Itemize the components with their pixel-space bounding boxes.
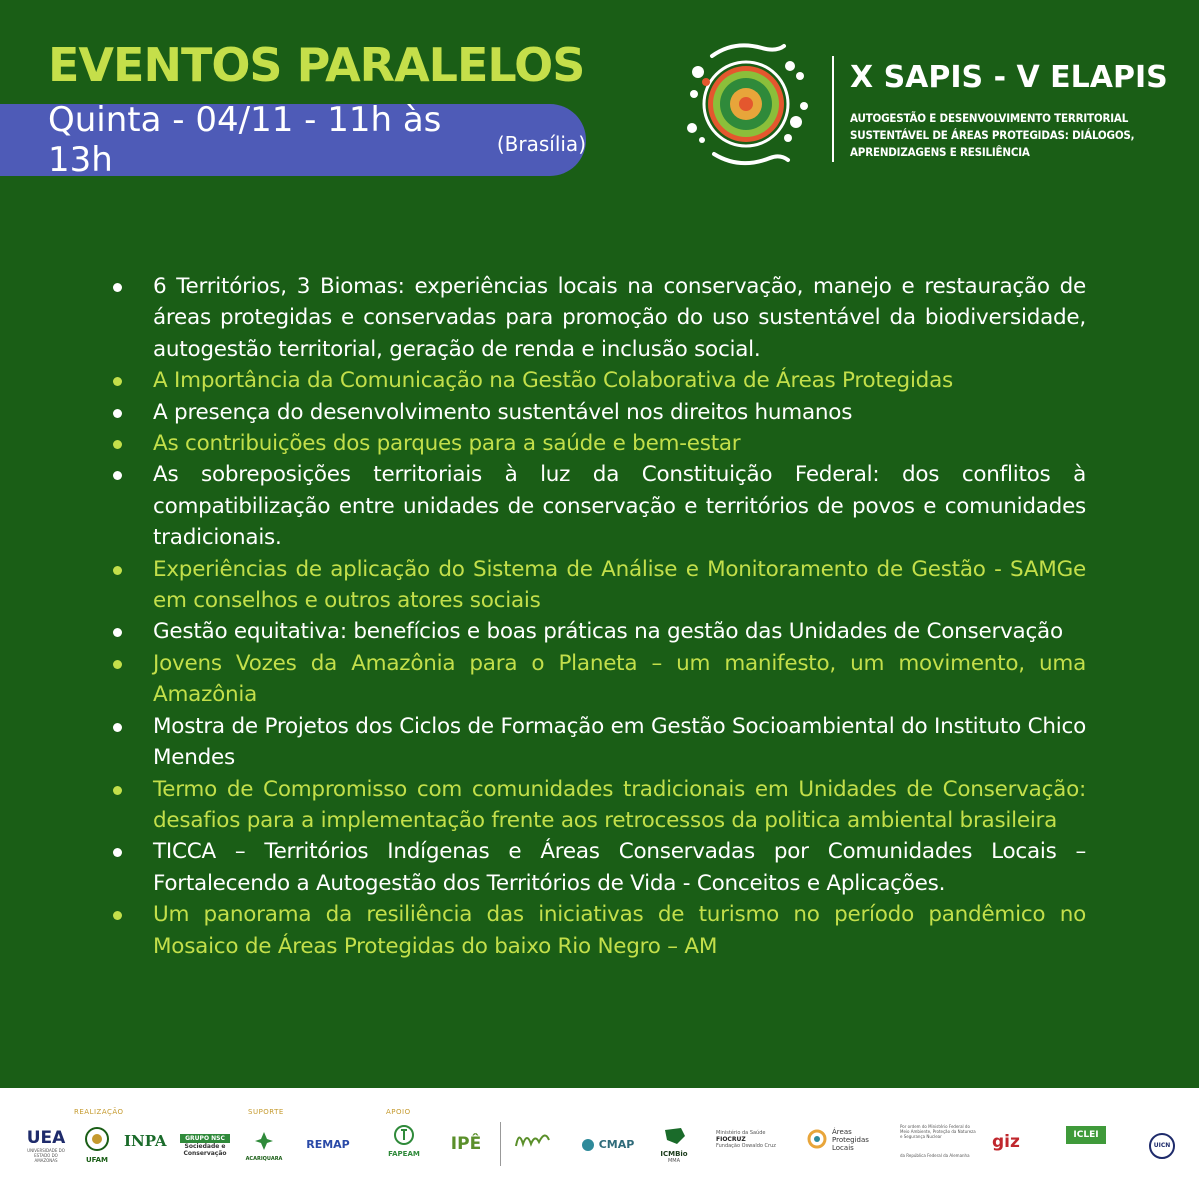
sponsor-uicn: [1146, 1132, 1178, 1159]
event-title: TICCA – Territórios Indígenas e Áreas Conservadas por Comunidades Locais – Fortalecendo a Autogestão dos Territórios de Vida - Conceitos e Aplicações.: [153, 839, 1086, 896]
sapis-emblem-icon: [684, 42, 810, 168]
sponsor-apl: [806, 1128, 886, 1152]
sponsor-remap: [298, 1138, 358, 1151]
event-title: 6 Territórios, 3 Biomas: experiências locais na conservação, manejo e restauração de áreas protegidas e conservadas para promoção do uso sustentável da biodiversidade, autogestão territorial, geração de renda e inclusão social.: [153, 274, 1086, 362]
list-item: [110, 271, 1086, 365]
bullet-icon: [113, 440, 122, 449]
nsc-subtitle: Sociedade e Conservação: [183, 1143, 227, 1157]
list-item: [110, 648, 1086, 711]
list-item: [110, 397, 1086, 428]
uea-logo-text: UEA: [26, 1128, 66, 1148]
list-item: [110, 711, 1086, 774]
logo-name: X SAPIS - V ELAPIS: [850, 60, 1168, 95]
event-title: As contribuições dos parques para a saúde e bem-estar: [153, 431, 741, 457]
list-item: [110, 899, 1086, 962]
acariquara-label: ACARIQUARA: [245, 1156, 283, 1162]
sponsor-icmbio: [654, 1126, 694, 1164]
sponsor-bmu: [900, 1124, 976, 1158]
sponsor-iclei: [1066, 1126, 1106, 1144]
iclei-logo-text: ICLEI: [1066, 1126, 1106, 1144]
giz-logo-text: giz: [992, 1132, 1020, 1152]
icmbio-label: ICMBio: [660, 1150, 688, 1158]
bullet-icon: [113, 848, 122, 857]
event-timezone: (Brasília): [496, 132, 586, 156]
event-title: A Importância da Comunicação na Gestão Colaborativa de Áreas Protegidas: [153, 368, 953, 394]
fapeam-label: FAPEAM: [388, 1150, 420, 1158]
list-item: [110, 459, 1086, 553]
sponsor-footer: [0, 1088, 1199, 1200]
event-date: Quinta - 04/11 - 11h às 13h: [48, 100, 442, 180]
acariquara-leaf-icon: [253, 1130, 275, 1152]
event-logo: [684, 42, 1168, 172]
remap-logo-text: REMAP: [306, 1138, 350, 1151]
bullet-icon: [113, 786, 122, 795]
label-realizacao: REALIZAÇÃO: [74, 1108, 124, 1116]
event-title: Experiências de aplicação do Sistema de Análise e Monitoramento de Gestão - SAMGe em conselhos e outros atores sociais: [153, 556, 1086, 614]
label-apoio: APOIO: [386, 1108, 411, 1116]
sponsor-fapeam: [382, 1124, 426, 1158]
bullet-icon: [113, 377, 122, 386]
ufam-seal-icon: [84, 1126, 110, 1152]
icmbio-map-icon: [661, 1126, 687, 1146]
sponsor-giz: [992, 1132, 1052, 1152]
bmu-label: Por ordem do Ministério Federal do Meio Ambiente, Proteção da Natureza e Segurança Nuclear: [900, 1124, 976, 1139]
sponsor-ufam: [80, 1126, 114, 1164]
bullet-icon: [113, 283, 122, 292]
bullet-icon: [113, 911, 122, 920]
date-banner: [0, 100, 586, 180]
event-title: Gestão equitativa: benefícios e boas práticas na gestão das Unidades de Conservação: [153, 619, 1063, 645]
list-item: [110, 774, 1086, 837]
ipe-logo-text: IPÊ: [450, 1134, 482, 1154]
event-title: A presença do desenvolvimento sustentável nos direitos humanos: [153, 399, 853, 425]
sponsor-nsc: [180, 1134, 230, 1157]
bullet-icon: [113, 471, 122, 480]
sponsor-inpa: [124, 1132, 167, 1150]
event-title: Mostra de Projetos dos Ciclos de Formação em Gestão Socioambiental do Instituto Chico Mendes: [153, 713, 1086, 771]
list-item: [110, 616, 1086, 647]
fiocruz-ministry: Ministério da Saúde: [716, 1130, 766, 1136]
bullet-icon: [113, 723, 122, 732]
bullet-icon: [113, 628, 122, 637]
label-suporte: SUPORTE: [248, 1108, 284, 1116]
fapeam-icon: [393, 1124, 415, 1146]
inpa-logo-text: INPA: [124, 1132, 167, 1150]
uea-subtitle: UNIVERSIDADE DO ESTADO DO AMAZONAS: [27, 1148, 65, 1163]
page-title: EVENTOS PARALELOS: [48, 38, 585, 92]
sponsor-cmap: [580, 1134, 636, 1153]
event-title: Um panorama da resiliência das iniciativas de turismo no período pandêmico no Mosaico de Áreas Protegidas do baixo Rio Negro – AM: [153, 902, 1086, 959]
bmu-subtitle: da República Federal da Alemanha: [900, 1153, 970, 1158]
event-title: Termo de Compromisso com comunidades tradicionais em Unidades de Conservação: desafios para a implementação frente aos retrocessos da politica ambiental brasileira: [153, 776, 1086, 833]
bullet-icon: [113, 660, 122, 669]
event-list: [110, 271, 1086, 962]
logo-subtitle: AUTOGESTÃO E DESENVOLVIMENTO TERRITORIAL SUSTENTÁVEL DE ÁREAS PROTEGIDAS: DIÁLOGOS, APRENDIZAGENS E RESILIÊNCIA: [850, 111, 1135, 159]
nsc-logo-text: GRUPO NSC: [180, 1134, 230, 1143]
fiocruz-label: FIOCRUZ: [716, 1136, 746, 1143]
list-item: [110, 365, 1086, 396]
sponsor-fiocruz: [716, 1130, 792, 1149]
sponsor-ipe: [444, 1134, 488, 1154]
event-title: As sobreposições territoriais à luz da Constituição Federal: dos conflitos à compatibilização entre unidades de conservação e territórios de povos e comunidades tradicionais.: [153, 462, 1086, 551]
ufam-label: UFAM: [85, 1156, 109, 1164]
logo-divider: [832, 56, 834, 162]
list-item: [110, 836, 1086, 899]
apl-label: Áreas Protegidas Locais: [832, 1128, 869, 1152]
fiocruz-subtitle: Fundação Oswaldo Cruz: [716, 1143, 776, 1149]
bullet-icon: [113, 409, 122, 418]
list-item: [110, 428, 1086, 459]
rede-script-logo-icon: [513, 1126, 553, 1152]
sponsor-uea: [26, 1128, 66, 1163]
uicn-logo-text: UICN: [1149, 1133, 1175, 1159]
cmap-logo-text: CMAP: [598, 1138, 635, 1151]
list-item: [110, 554, 1086, 617]
cmap-globe-icon: [582, 1139, 594, 1151]
event-title: Jovens Vozes da Amazônia para o Planeta – um manifesto, um movimento, uma Amazônia: [153, 650, 1086, 708]
sponsor-rede: [508, 1126, 558, 1156]
icmbio-subtitle: MMA: [667, 1158, 681, 1164]
apl-ring-icon: [806, 1128, 828, 1150]
sponsor-acariquara: [244, 1130, 284, 1162]
footer-divider: [500, 1122, 501, 1166]
bullet-icon: [113, 566, 122, 575]
